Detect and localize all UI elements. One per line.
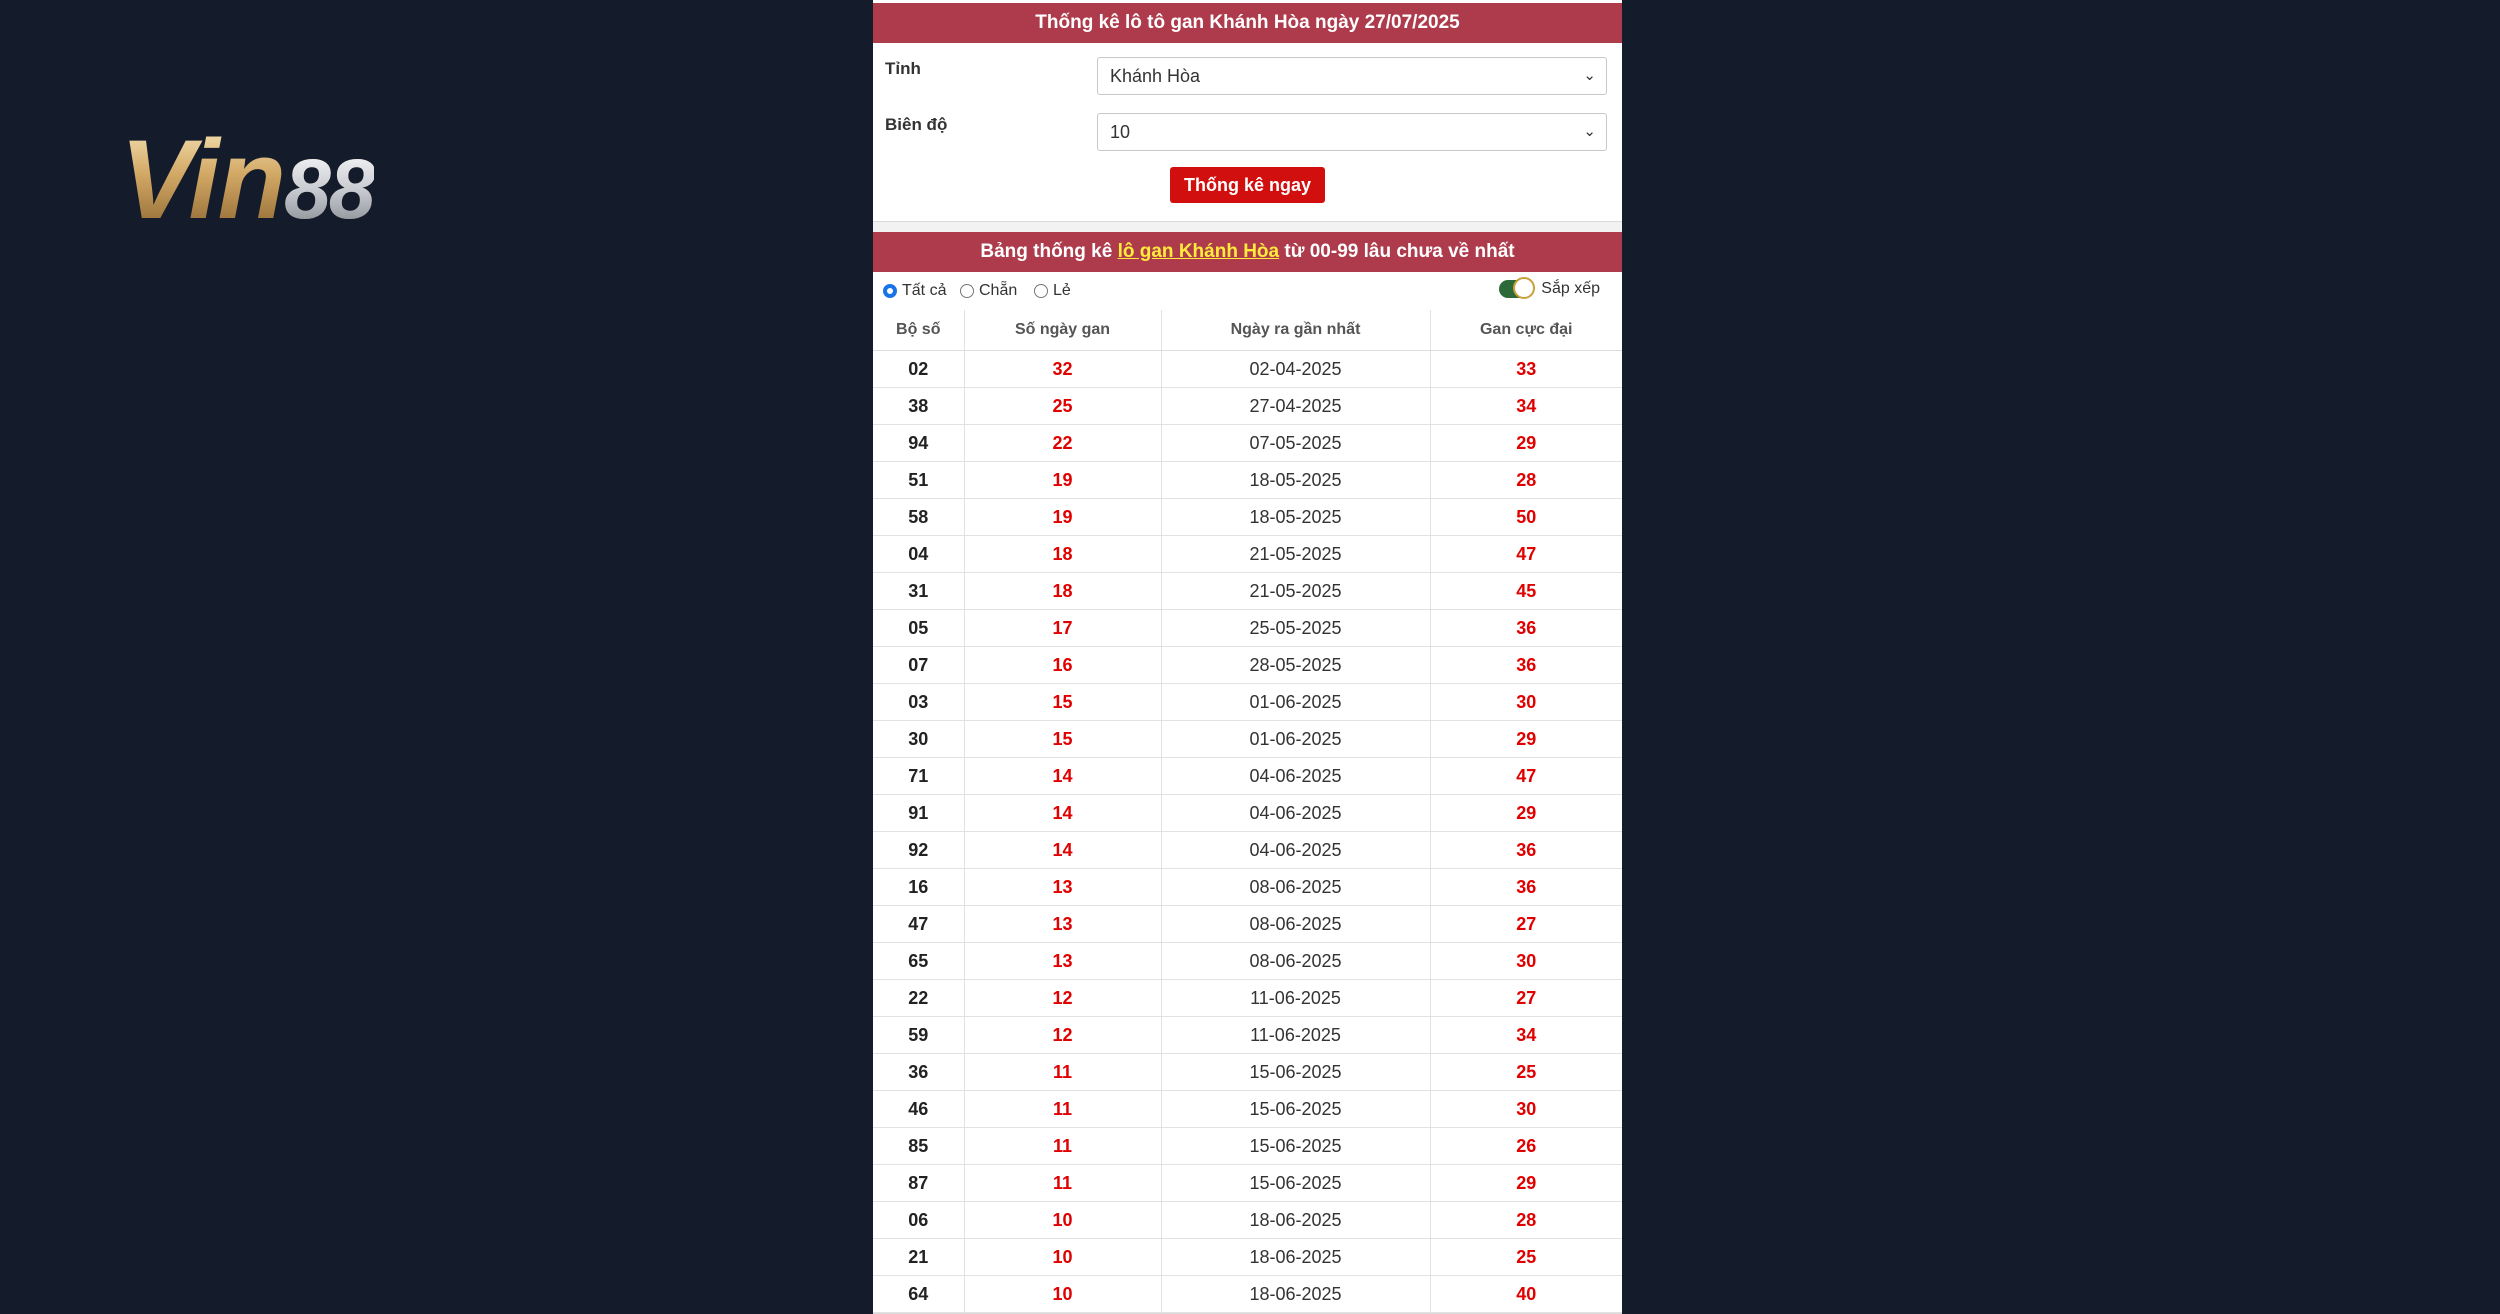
table-cell: 14 bbox=[964, 832, 1161, 869]
table-cell: 36 bbox=[1430, 647, 1622, 684]
table-cell: 46 bbox=[873, 1091, 964, 1128]
table-cell: 34 bbox=[1430, 1017, 1622, 1054]
table-cell: 15-06-2025 bbox=[1161, 1054, 1430, 1091]
table-title: Bảng thống kê lô gan Khánh Hòa từ 00-99 lâu chưa về nhất bbox=[873, 232, 1622, 272]
radio-icon bbox=[1034, 284, 1048, 298]
table-cell: 18-05-2025 bbox=[1161, 462, 1430, 499]
table-cell: 21-05-2025 bbox=[1161, 573, 1430, 610]
radio-icon bbox=[960, 284, 974, 298]
table-cell: 47 bbox=[1430, 758, 1622, 795]
table-row bbox=[873, 1276, 1622, 1313]
table-cell: 15 bbox=[964, 721, 1161, 758]
table-row bbox=[873, 425, 1622, 462]
table-cell: 02 bbox=[873, 351, 964, 388]
table-cell: 51 bbox=[873, 462, 964, 499]
table-cell: 13 bbox=[964, 869, 1161, 906]
table-cell: 47 bbox=[873, 906, 964, 943]
table-cell: 02-04-2025 bbox=[1161, 351, 1430, 388]
table-cell: 18 bbox=[964, 536, 1161, 573]
radio-all[interactable]: Tất cả bbox=[883, 282, 946, 300]
table-row bbox=[873, 610, 1622, 647]
table-row bbox=[873, 647, 1622, 684]
table-cell: 19 bbox=[964, 462, 1161, 499]
table-cell: 05 bbox=[873, 610, 964, 647]
table-cell: 10 bbox=[964, 1202, 1161, 1239]
table-row bbox=[873, 758, 1622, 795]
table-cell: 22 bbox=[964, 425, 1161, 462]
table-row bbox=[873, 906, 1622, 943]
toggle-switch-icon bbox=[1499, 280, 1533, 298]
table-cell: 64 bbox=[873, 1276, 964, 1313]
table-row bbox=[873, 388, 1622, 425]
table-cell: 17 bbox=[964, 610, 1161, 647]
table-cell: 28-05-2025 bbox=[1161, 647, 1430, 684]
header-cell: Ngày ra gần nhất bbox=[1161, 310, 1430, 351]
table-cell: 18-06-2025 bbox=[1161, 1239, 1430, 1276]
table-cell: 94 bbox=[873, 425, 964, 462]
table-row bbox=[873, 1054, 1622, 1091]
table-cell: 08-06-2025 bbox=[1161, 943, 1430, 980]
table-row bbox=[873, 1017, 1622, 1054]
table-cell: 25-05-2025 bbox=[1161, 610, 1430, 647]
table-cell: 19 bbox=[964, 499, 1161, 536]
table-cell: 58 bbox=[873, 499, 964, 536]
table-header bbox=[873, 310, 1622, 351]
table-cell: 12 bbox=[964, 980, 1161, 1017]
table-row bbox=[873, 721, 1622, 758]
table-cell: 01-06-2025 bbox=[1161, 684, 1430, 721]
province-label: Tỉnh bbox=[885, 59, 921, 78]
table-row bbox=[873, 1239, 1622, 1276]
province-select[interactable]: Khánh Hòa ⌄ bbox=[1097, 57, 1607, 95]
table-cell: 18 bbox=[964, 573, 1161, 610]
table-cell: 15-06-2025 bbox=[1161, 1091, 1430, 1128]
table-cell: 04-06-2025 bbox=[1161, 832, 1430, 869]
table-row bbox=[873, 536, 1622, 573]
table-cell: 10 bbox=[964, 1239, 1161, 1276]
table-row bbox=[873, 1128, 1622, 1165]
table-cell: 92 bbox=[873, 832, 964, 869]
table-cell: 28 bbox=[1430, 462, 1622, 499]
table-cell: 11 bbox=[964, 1054, 1161, 1091]
table-cell: 11 bbox=[964, 1165, 1161, 1202]
header-cell: Số ngày gan bbox=[964, 310, 1161, 351]
table-cell: 29 bbox=[1430, 425, 1622, 462]
table-cell: 30 bbox=[1430, 1091, 1622, 1128]
table-cell: 28 bbox=[1430, 1202, 1622, 1239]
table-cell: 03 bbox=[873, 684, 964, 721]
table-row bbox=[873, 573, 1622, 610]
table-row bbox=[873, 832, 1622, 869]
table-cell: 16 bbox=[873, 869, 964, 906]
table-cell: 29 bbox=[1430, 721, 1622, 758]
table-cell: 59 bbox=[873, 1017, 964, 1054]
radio-even[interactable]: Chẵn bbox=[960, 282, 1017, 300]
radio-odd[interactable]: Lẻ bbox=[1034, 282, 1071, 300]
table-row bbox=[873, 1202, 1622, 1239]
table-cell: 11-06-2025 bbox=[1161, 1017, 1430, 1054]
table-cell: 38 bbox=[873, 388, 964, 425]
chevron-down-icon: ⌄ bbox=[1583, 67, 1596, 84]
table-cell: 22 bbox=[873, 980, 964, 1017]
radio-icon bbox=[883, 284, 897, 298]
table-cell: 30 bbox=[1430, 684, 1622, 721]
table-cell: 30 bbox=[873, 721, 964, 758]
table-cell: 11 bbox=[964, 1091, 1161, 1128]
results-box bbox=[873, 232, 1622, 1314]
vin88-logo bbox=[120, 117, 490, 242]
table-cell: 27 bbox=[1430, 906, 1622, 943]
table-cell: 04 bbox=[873, 536, 964, 573]
table-cell: 07 bbox=[873, 647, 964, 684]
table-cell: 10 bbox=[964, 1276, 1161, 1313]
header-cell: Bộ số bbox=[873, 310, 964, 351]
chevron-down-icon: ⌄ bbox=[1583, 123, 1596, 140]
table-cell: 14 bbox=[964, 795, 1161, 832]
table-cell: 08-06-2025 bbox=[1161, 869, 1430, 906]
table-row bbox=[873, 980, 1622, 1017]
table-cell: 45 bbox=[1430, 573, 1622, 610]
table-cell: 50 bbox=[1430, 499, 1622, 536]
table-row bbox=[873, 351, 1622, 388]
table-cell: 36 bbox=[873, 1054, 964, 1091]
table-cell: 15-06-2025 bbox=[1161, 1165, 1430, 1202]
table-cell: 21 bbox=[873, 1239, 964, 1276]
table-cell: 08-06-2025 bbox=[1161, 906, 1430, 943]
form-title: Thống kê lô tô gan Khánh Hòa ngày 27/07/2025 bbox=[873, 3, 1622, 43]
header-cell: Gan cực đại bbox=[1430, 310, 1622, 351]
table-cell: 47 bbox=[1430, 536, 1622, 573]
range-label: Biên độ bbox=[885, 115, 948, 134]
submit-button[interactable]: Thống kê ngay bbox=[1170, 167, 1325, 203]
table-cell: 13 bbox=[964, 943, 1161, 980]
table-cell: 13 bbox=[964, 906, 1161, 943]
table-cell: 18-06-2025 bbox=[1161, 1202, 1430, 1239]
table-cell: 04-06-2025 bbox=[1161, 795, 1430, 832]
table-cell: 21-05-2025 bbox=[1161, 536, 1430, 573]
table-cell: 11 bbox=[964, 1128, 1161, 1165]
table-cell: 27-04-2025 bbox=[1161, 388, 1430, 425]
filter-bar bbox=[873, 272, 1622, 310]
table-cell: 11-06-2025 bbox=[1161, 980, 1430, 1017]
table-row bbox=[873, 462, 1622, 499]
table-cell: 40 bbox=[1430, 1276, 1622, 1313]
table-cell: 15 bbox=[964, 684, 1161, 721]
table-cell: 26 bbox=[1430, 1128, 1622, 1165]
table-cell: 25 bbox=[1430, 1054, 1622, 1091]
table-cell: 85 bbox=[873, 1128, 964, 1165]
table-cell: 01-06-2025 bbox=[1161, 721, 1430, 758]
table-cell: 06 bbox=[873, 1202, 964, 1239]
table-cell: 34 bbox=[1430, 388, 1622, 425]
table-cell: 36 bbox=[1430, 869, 1622, 906]
table-cell: 27 bbox=[1430, 980, 1622, 1017]
table-cell: 25 bbox=[1430, 1239, 1622, 1276]
table-cell: 18-05-2025 bbox=[1161, 499, 1430, 536]
range-select[interactable]: 10 ⌄ bbox=[1097, 113, 1607, 151]
table-cell: 29 bbox=[1430, 795, 1622, 832]
sort-toggle[interactable]: Sắp xếp bbox=[1499, 280, 1600, 298]
table-cell: 14 bbox=[964, 758, 1161, 795]
content-panel bbox=[873, 0, 1622, 1304]
logo-text: Vin88 bbox=[120, 117, 374, 242]
table-cell: 65 bbox=[873, 943, 964, 980]
table-cell: 30 bbox=[1430, 943, 1622, 980]
table-row bbox=[873, 943, 1622, 980]
table-cell: 29 bbox=[1430, 1165, 1622, 1202]
table-row bbox=[873, 1165, 1622, 1202]
title-link[interactable]: lô gan Khánh Hòa bbox=[1117, 241, 1280, 262]
table-cell: 32 bbox=[964, 351, 1161, 388]
table-row bbox=[873, 1091, 1622, 1128]
table-cell: 16 bbox=[964, 647, 1161, 684]
table-cell: 25 bbox=[964, 388, 1161, 425]
table-cell: 36 bbox=[1430, 610, 1622, 647]
filter-form bbox=[873, 3, 1622, 222]
table-cell: 33 bbox=[1430, 351, 1622, 388]
table-cell: 36 bbox=[1430, 832, 1622, 869]
table-cell: 15-06-2025 bbox=[1161, 1128, 1430, 1165]
table-row bbox=[873, 684, 1622, 721]
table-row bbox=[873, 869, 1622, 906]
table-row bbox=[873, 499, 1622, 536]
table-row bbox=[873, 795, 1622, 832]
table-cell: 12 bbox=[964, 1017, 1161, 1054]
results-table bbox=[873, 310, 1622, 1313]
table-cell: 04-06-2025 bbox=[1161, 758, 1430, 795]
table-cell: 07-05-2025 bbox=[1161, 425, 1430, 462]
table-cell: 87 bbox=[873, 1165, 964, 1202]
table-cell: 71 bbox=[873, 758, 964, 795]
table-cell: 91 bbox=[873, 795, 964, 832]
table-cell: 31 bbox=[873, 573, 964, 610]
table-cell: 18-06-2025 bbox=[1161, 1276, 1430, 1313]
